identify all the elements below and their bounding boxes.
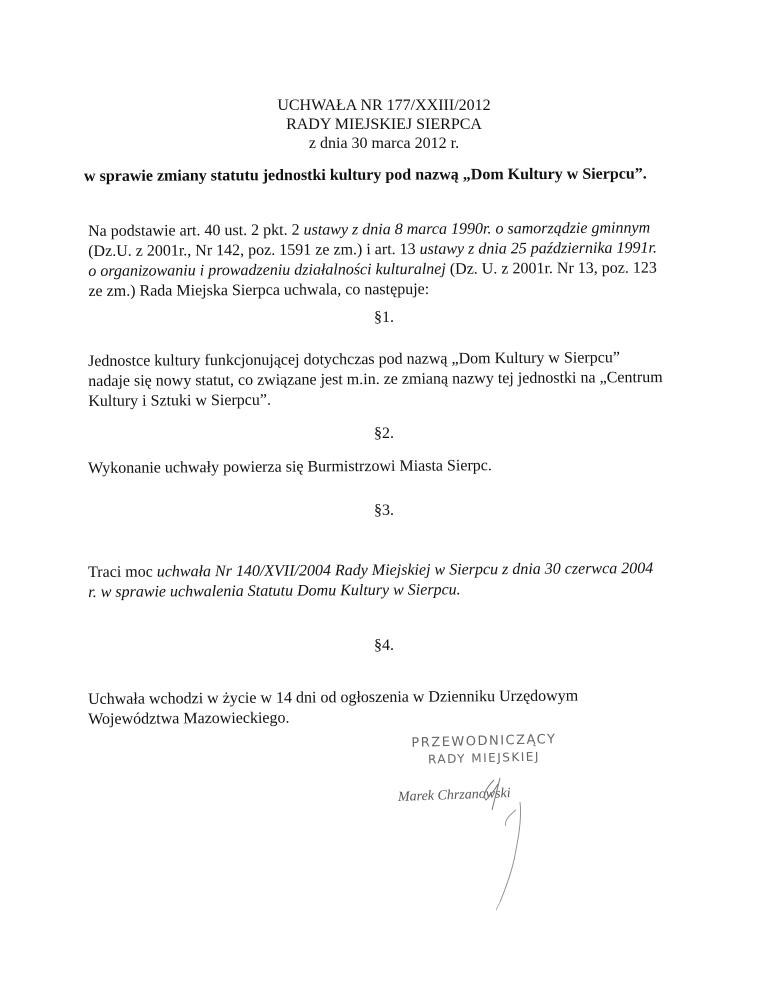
section-3-text <box>88 559 708 603</box>
intro-text: (Dz.U. z 2001r., Nr 142, poz. 1591 ze zm.) i art. 13 <box>88 240 420 260</box>
chairman-stamp <box>394 734 574 766</box>
intro-act-reference: o organizowaniu i prowadzeniu działalności kulturalnej <box>88 260 446 280</box>
stamp-title: PRZEWODNICZĄCY <box>411 732 557 751</box>
section-4-mark: §4. <box>374 637 394 654</box>
section-1-text <box>88 348 708 412</box>
section-4-line: Województwa Mazowieckiego. <box>88 709 290 728</box>
intro-text: (Dz. U. z 2001r. Nr 13, poz. 123 <box>445 259 657 278</box>
resolution-date: z dnia 30 marca 2012 r. <box>308 135 460 152</box>
section-4-text <box>88 686 708 730</box>
section-2-mark: §2. <box>374 425 394 442</box>
section-2-text <box>88 455 708 479</box>
section-3-text-plain: Traci moc <box>88 563 157 581</box>
legal-basis-paragraph <box>88 218 708 302</box>
intro-act-reference: ustawy z dnia 8 marca 1990r. o samorządzie gminnym <box>303 219 651 239</box>
resolution-subject: w sprawie zmiany statutu jednostki kultury pod nazwą „Dom Kultury w Sierpcu”. <box>84 165 647 185</box>
section-4-line: Uchwała wchodzi w życie w 14 dni od ogłoszenia w Dzienniku Urzędowym <box>88 687 579 708</box>
intro-text: ze zm.) Rada Miejska Sierpca uchwala, co następuje: <box>88 280 430 300</box>
intro-act-reference: ustawy z dnia 25 października 1991r. <box>419 239 658 258</box>
resolution-header <box>0 96 768 153</box>
resolution-number: UCHWAŁA NR 177/XXIII/2012 <box>277 97 491 114</box>
intro-text: Na podstawie art. 40 ust. 2 pkt. 2 <box>88 221 304 240</box>
handwritten-signature <box>456 770 576 920</box>
section-3-mark: §3. <box>374 502 394 519</box>
section-3-repealed-act: uchwała Nr 140/XVII/2004 Rady Miejskiej w Sierpcu z dnia 30 czerwca 2004 <box>156 560 654 581</box>
section-2-line: Wykonanie uchwały powierza się Burmistrzowi Miasta Sierpc. <box>88 457 492 477</box>
stamp-subtitle: RADY MIEJSKIEJ <box>427 749 541 767</box>
section-1-line: nadaje się nowy statut, co związane jest m.in. ze zmianą nazwy tej jednostki na „Centrum <box>88 368 663 390</box>
section-3-repealed-act: r. w sprawie uchwalenia Statutu Domu Kultury w Sierpcu. <box>88 581 461 601</box>
stamp-name: Marek Chrzanowski <box>397 786 511 805</box>
section-1-mark: §1. <box>374 309 394 326</box>
section-1-line: Kultury i Sztuki w Sierpcu”. <box>88 391 272 410</box>
issuing-council: RADY MIEJSKIEJ SIERPCA <box>286 116 482 133</box>
section-1-line: Jednostce kultury funkcjonującej dotychczas pod nazwą „Dom Kultury w Sierpcu” <box>88 349 620 370</box>
